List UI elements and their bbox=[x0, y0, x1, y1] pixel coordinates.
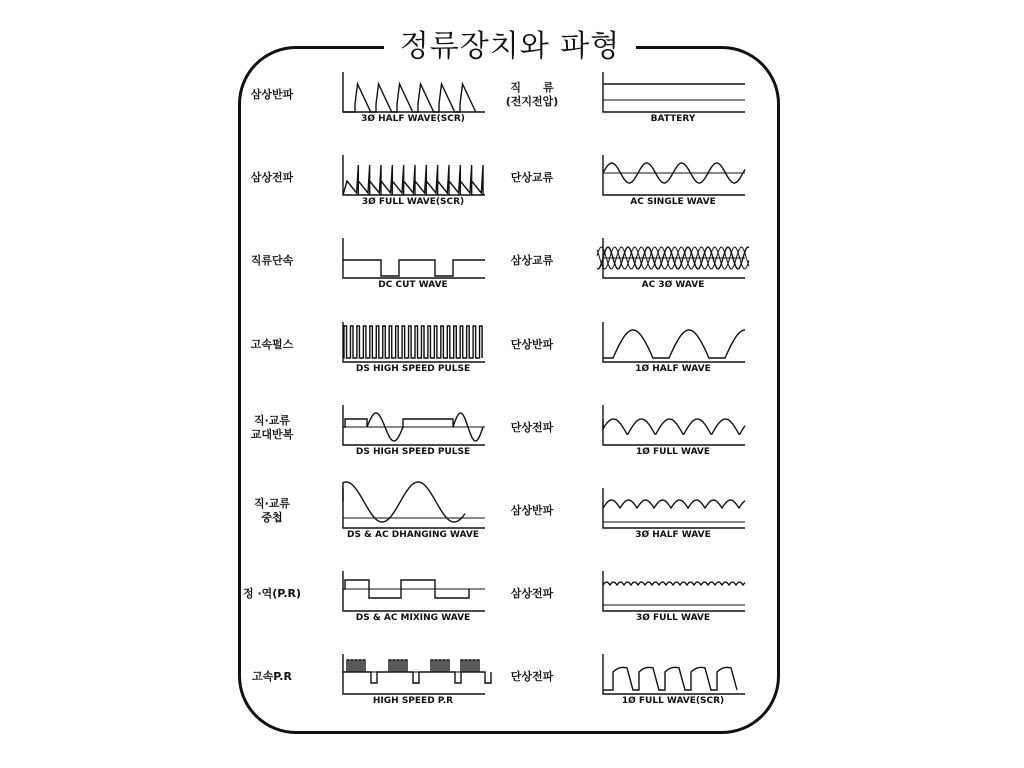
right-caption-2: AC 3Ø WAVE bbox=[641, 280, 705, 291]
left-label-6: 정 ·역(P.R) bbox=[242, 587, 301, 601]
axis-line bbox=[603, 72, 745, 112]
right-waveform-5 bbox=[603, 488, 745, 532]
single-full-wave-scr-trace-0 bbox=[603, 668, 737, 691]
right-waveform-7 bbox=[603, 654, 745, 698]
sawtooth-3ph-half-trace-0 bbox=[343, 84, 476, 112]
axis-line bbox=[343, 571, 485, 611]
left-caption-1: 3Ø FULL WAVE(SCR) bbox=[361, 197, 465, 208]
right-label-6: 삼상전파 bbox=[510, 587, 554, 601]
right-label-5: 삼상반파 bbox=[510, 504, 554, 517]
axis-line bbox=[343, 238, 485, 278]
left-label-4: 직·교류 교대반복 bbox=[250, 413, 294, 441]
left-caption-0: 3Ø HALF WAVE(SCR) bbox=[361, 114, 465, 124]
right-label-2: 삼상교류 bbox=[510, 254, 554, 268]
left-waveform-1 bbox=[343, 155, 485, 199]
right-waveform-4 bbox=[603, 405, 745, 449]
axis-line bbox=[343, 405, 485, 445]
right-label-7: 단상전파 bbox=[510, 670, 554, 684]
left-waveform-2 bbox=[343, 238, 485, 282]
left-waveform-3 bbox=[343, 322, 485, 366]
dc-ac-superimposed-trace-0 bbox=[343, 482, 465, 522]
right-caption-0: BATTERY bbox=[650, 114, 696, 124]
left-caption-2: DC CUT WAVE bbox=[378, 280, 448, 291]
rounded-frame bbox=[238, 46, 780, 734]
right-caption-1: AC SINGLE WAVE bbox=[630, 197, 716, 208]
three-half-wave-trace-0 bbox=[603, 500, 745, 508]
right-waveform-2 bbox=[603, 238, 745, 282]
three-full-wave-trace-0 bbox=[603, 582, 745, 585]
left-label-7: 고속P.R bbox=[252, 670, 292, 684]
left-waveform-6 bbox=[343, 571, 485, 615]
right-caption-5: 3Ø HALF WAVE bbox=[635, 530, 711, 540]
right-label-0: 직 류 (전지전압) bbox=[505, 81, 559, 108]
sawtooth-3ph-full-trace-0 bbox=[343, 165, 483, 195]
left-caption-5: DS & AC DHANGING WAVE bbox=[346, 530, 480, 540]
right-waveform-3 bbox=[603, 322, 745, 366]
axis-line bbox=[343, 322, 485, 362]
axis-line bbox=[343, 488, 485, 528]
left-label-1: 삼상전파 bbox=[250, 171, 294, 185]
left-waveform-0 bbox=[343, 72, 485, 116]
left-label-0: 삼상반파 bbox=[250, 88, 294, 101]
high-speed-pulse-trace-0 bbox=[343, 326, 482, 358]
right-caption-4: 1Ø FULL WAVE bbox=[635, 446, 711, 457]
left-label-5: 직·교류 중첩 bbox=[253, 497, 291, 524]
left-label-2: 직류단속 bbox=[250, 254, 294, 268]
right-waveform-1 bbox=[603, 155, 745, 199]
axis-line bbox=[603, 654, 745, 694]
right-waveform-6 bbox=[603, 571, 745, 615]
axis-line bbox=[603, 322, 745, 362]
left-caption-7: HIGH SPEED P.R bbox=[372, 696, 454, 707]
left-caption-3: DS HIGH SPEED PULSE bbox=[355, 363, 471, 374]
right-label-3: 단상반파 bbox=[510, 337, 554, 351]
left-waveform-5 bbox=[343, 488, 485, 532]
left-waveform-4 bbox=[343, 405, 485, 449]
left-label-3: 고속펄스 bbox=[250, 337, 294, 351]
single-full-wave-trace-0 bbox=[603, 419, 745, 434]
page-title: 정류장치와 파형 bbox=[399, 29, 621, 64]
left-waveform-7 bbox=[343, 654, 485, 698]
left-caption-6: DS & AC MIXING WAVE bbox=[355, 613, 471, 624]
right-waveform-0 bbox=[603, 72, 745, 116]
right-label-1: 단상교류 bbox=[510, 171, 554, 185]
single-half-wave-trace-0 bbox=[603, 330, 745, 358]
axis-line bbox=[603, 155, 745, 195]
right-label-4: 단상전파 bbox=[510, 420, 554, 434]
right-caption-6: 3Ø FULL WAVE bbox=[635, 613, 711, 624]
axis-line bbox=[603, 405, 745, 445]
right-caption-7: 1Ø FULL WAVE(SCR) bbox=[621, 696, 725, 707]
left-caption-4: DS HIGH SPEED PULSE bbox=[355, 446, 471, 457]
right-caption-3: 1Ø HALF WAVE bbox=[635, 363, 711, 374]
dc-cut-trace-0 bbox=[343, 260, 485, 276]
axis-line bbox=[343, 72, 485, 112]
